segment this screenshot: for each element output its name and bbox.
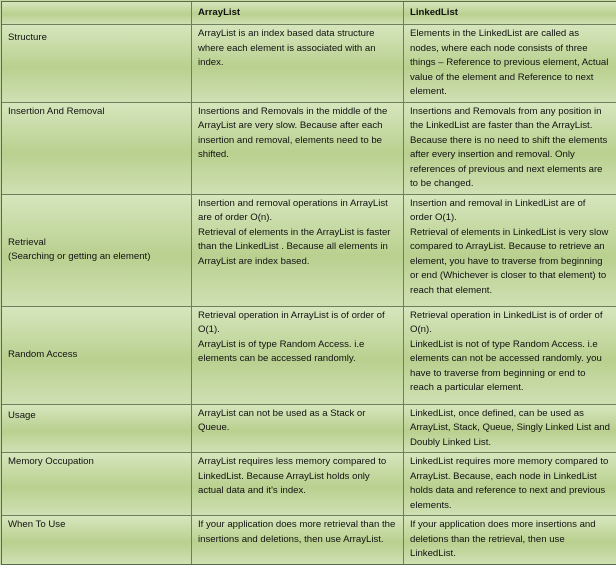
label-retrieval [2, 195, 192, 307]
memory-arraylist: ArrayList requires less memory compared to LinkedList. Because ArrayList holds only actual data and it's index. [192, 453, 404, 516]
row-structure [2, 25, 616, 103]
header-linkedlist: LinkedList [404, 2, 616, 25]
label-structure: Structure [2, 25, 192, 103]
label-retrieval-line2: (Searching or getting an element) [8, 251, 151, 262]
header-row [2, 2, 616, 25]
memory-linkedlist: LinkedList requires more memory compared to ArrayList. Because, each node in LinkedList holds data and reference to next and previous elements. [404, 453, 616, 516]
row-retrieval [2, 195, 616, 307]
random-access-arraylist-p2: ArrayList is of type Random Access. i.e elements can be accessed randomly. [198, 338, 365, 364]
insertion-linkedlist: Insertions and Removals from any position in the LinkedList are faster than the ArrayList. Because there is no need to shift the elements after every insertion and removal. Only references of previous and next elements are to be changed. [404, 103, 616, 195]
usage-arraylist: ArrayList can not be used as a Stack or Queue. [192, 405, 404, 454]
retrieval-arraylist-p1: Insertion and removal operations in ArrayList are of order O(n). [198, 197, 388, 223]
label-memory: Memory Occupation [2, 453, 192, 516]
random-access-arraylist-p1: Retrieval operation in ArrayList is of order of O(1). [198, 309, 385, 335]
row-memory [2, 453, 616, 516]
label-usage: Usage [2, 405, 192, 454]
retrieval-linkedlist-p1: Insertion and removal in LinkedList are of order O(1). [410, 197, 586, 223]
insertion-arraylist: Insertions and Removals in the middle of the ArrayList are very slow. Because after each insertion and removal, elements need to be shifted. [192, 103, 404, 195]
retrieval-linkedlist-p2: Retrieval of elements in LinkedList is very slow compared to ArrayList. Because to retrieve an element, you have to traverse from beginning or end (Whichever is closer to that element) to reach that element. [410, 226, 609, 296]
random-access-linkedlist-p1: Retrieval operation in LinkedList is of order of O(n). [410, 309, 603, 335]
row-random-access [2, 307, 616, 405]
comparison-table [1, 1, 616, 565]
retrieval-arraylist-p2: Retrieval of elements in the ArrayList is faster than the LinkedList . Because all elements in ArrayList are index based. [198, 226, 391, 267]
row-when-to-use [2, 516, 616, 564]
retrieval-linkedlist [404, 195, 616, 307]
row-usage [2, 405, 616, 454]
random-access-linkedlist-p2: LinkedList is not of type Random Access. i.e elements can not be accessed randomly. you have to traverse from beginning or end to reach a particular element. [410, 338, 602, 393]
header-arraylist: ArrayList [192, 2, 404, 25]
label-retrieval-line1: Retrieval [8, 236, 46, 248]
row-insertion [2, 103, 616, 195]
when-to-use-linkedlist: If your application does more insertions and deletions than the retrieval, then use LinkedList. [404, 516, 616, 564]
retrieval-arraylist [192, 195, 404, 307]
structure-arraylist: ArrayList is an index based data structure where each element is associated with an index. [192, 25, 404, 103]
label-insertion: Insertion And Removal [2, 103, 192, 195]
label-random-access: Random Access [2, 307, 192, 405]
random-access-linkedlist [404, 307, 616, 405]
usage-linkedlist: LinkedList, once defined, can be used as ArrayList, Stack, Queue, Singly Linked List and Doubly Linked List. [404, 405, 616, 454]
header-blank [2, 2, 192, 25]
random-access-arraylist [192, 307, 404, 405]
label-when-to-use: When To Use [2, 516, 192, 564]
when-to-use-arraylist: If your application does more retrieval than the insertions and deletions, then use ArrayList. [192, 516, 404, 564]
structure-linkedlist: Elements in the LinkedList are called as nodes, where each node consists of three things – Reference to previous element, Actual value of the element and Reference to next element. [404, 25, 616, 103]
